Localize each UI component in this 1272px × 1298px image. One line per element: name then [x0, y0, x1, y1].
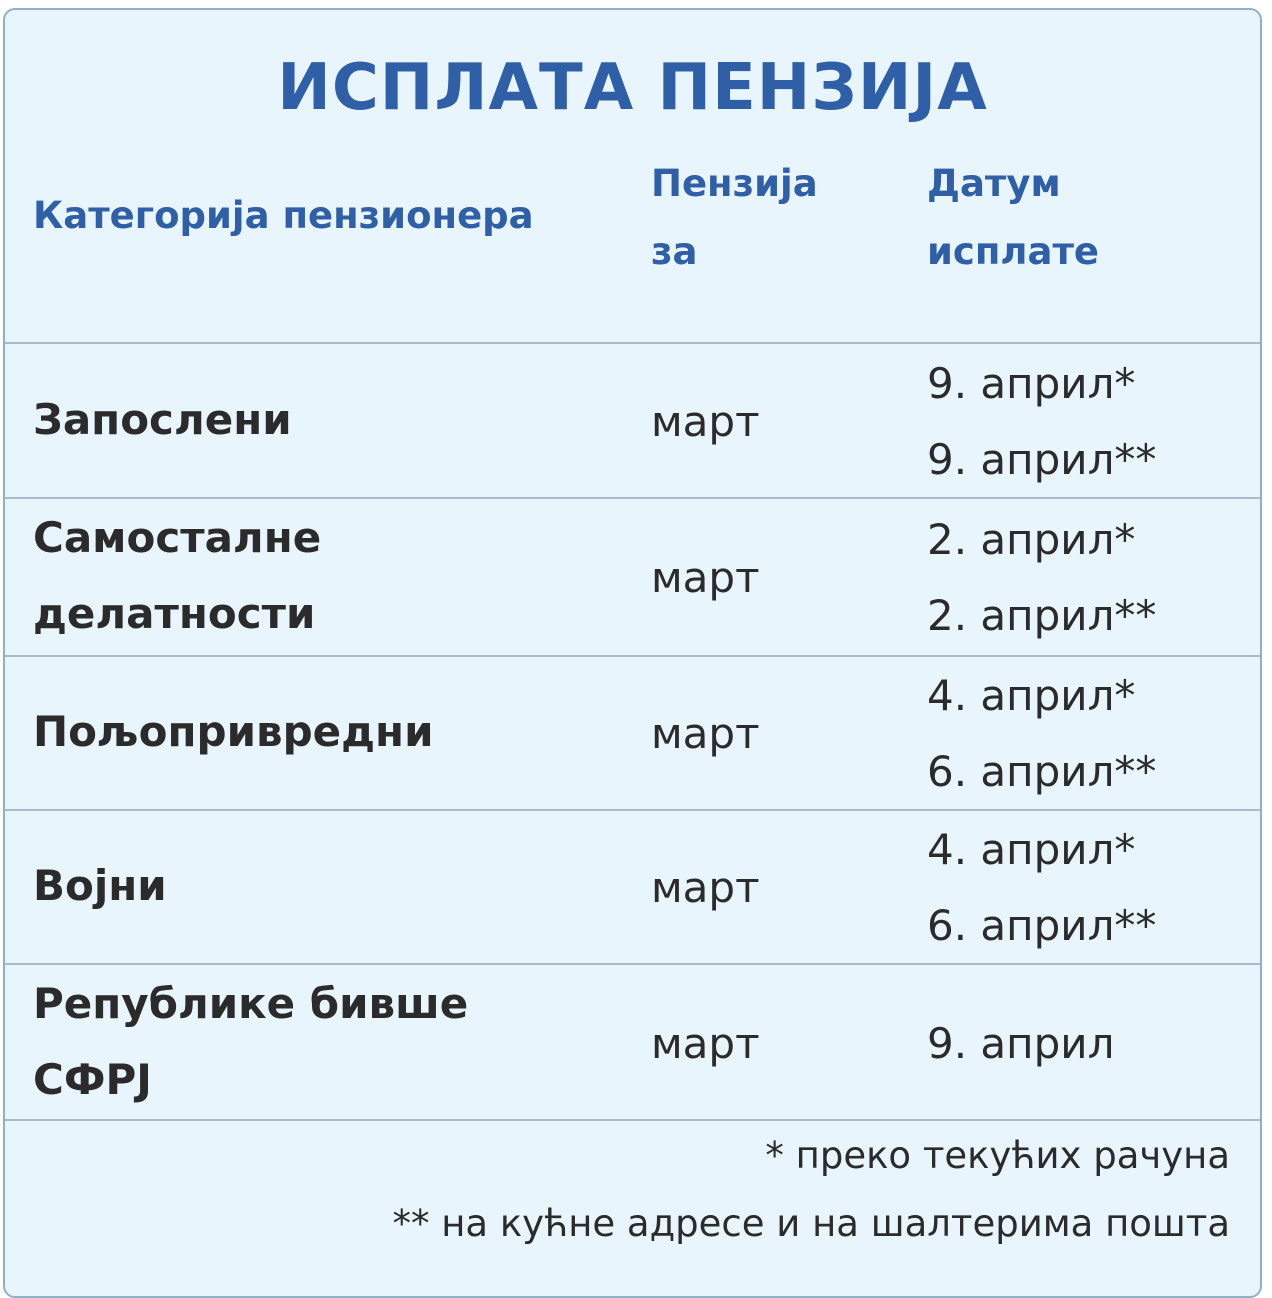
table-title: ИСПЛАТА ПЕНЗИЈА [277, 51, 988, 125]
row-divider [5, 655, 1260, 657]
row-category [33, 966, 623, 1118]
row-date: 2. април* [927, 515, 1136, 564]
row-pension-for: март [651, 863, 760, 912]
row-divider [5, 342, 1260, 344]
row-category: Пољопривредни [33, 707, 434, 756]
row-category-line: Републике бивше [33, 979, 469, 1028]
header-payment-date [927, 150, 1257, 286]
header-pension-for-line2: за [651, 230, 698, 273]
row-category-line: СФРЈ [33, 1055, 152, 1104]
footnote-current-accounts: * преко текућих рачуна [765, 1134, 1230, 1177]
row-date: 6. април** [927, 901, 1157, 950]
header-category: Категорија пензионера [33, 194, 534, 237]
row-date: 9. април** [927, 435, 1157, 484]
header-pension-for [651, 150, 911, 286]
row-pension-for: март [651, 1019, 760, 1068]
row-pension-for: март [651, 553, 760, 602]
header-payment-date-line1: Датум [927, 162, 1061, 205]
row-category-line: делатности [33, 589, 316, 638]
row-category [33, 500, 623, 652]
row-date: 9. април* [927, 359, 1136, 408]
row-date: 2. април** [927, 591, 1157, 640]
row-date: 4. април* [927, 825, 1136, 874]
row-divider [5, 497, 1260, 499]
row-pension-for: март [651, 709, 760, 758]
row-dates [927, 658, 1257, 810]
row-dates [927, 502, 1257, 654]
row-date: 6. април** [927, 747, 1157, 796]
row-date: 9. април [927, 1019, 1115, 1068]
row-date: 4. април* [927, 671, 1136, 720]
row-category-line: Самосталне [33, 513, 322, 562]
header-pension-for-line1: Пензија [651, 162, 818, 205]
row-dates [927, 1006, 1257, 1082]
row-pension-for: март [651, 397, 760, 446]
row-divider [5, 1119, 1260, 1121]
header-payment-date-line2: исплате [927, 230, 1100, 273]
footnote-home-and-post: ** на кућне адресе и на шалтерима пошта [392, 1202, 1230, 1245]
row-divider [5, 809, 1260, 811]
row-dates [927, 812, 1257, 964]
row-dates [927, 346, 1257, 498]
row-category: Војни [33, 861, 167, 910]
row-divider [5, 963, 1260, 965]
pension-payment-table [3, 8, 1262, 1298]
row-category: Запослени [33, 395, 292, 444]
